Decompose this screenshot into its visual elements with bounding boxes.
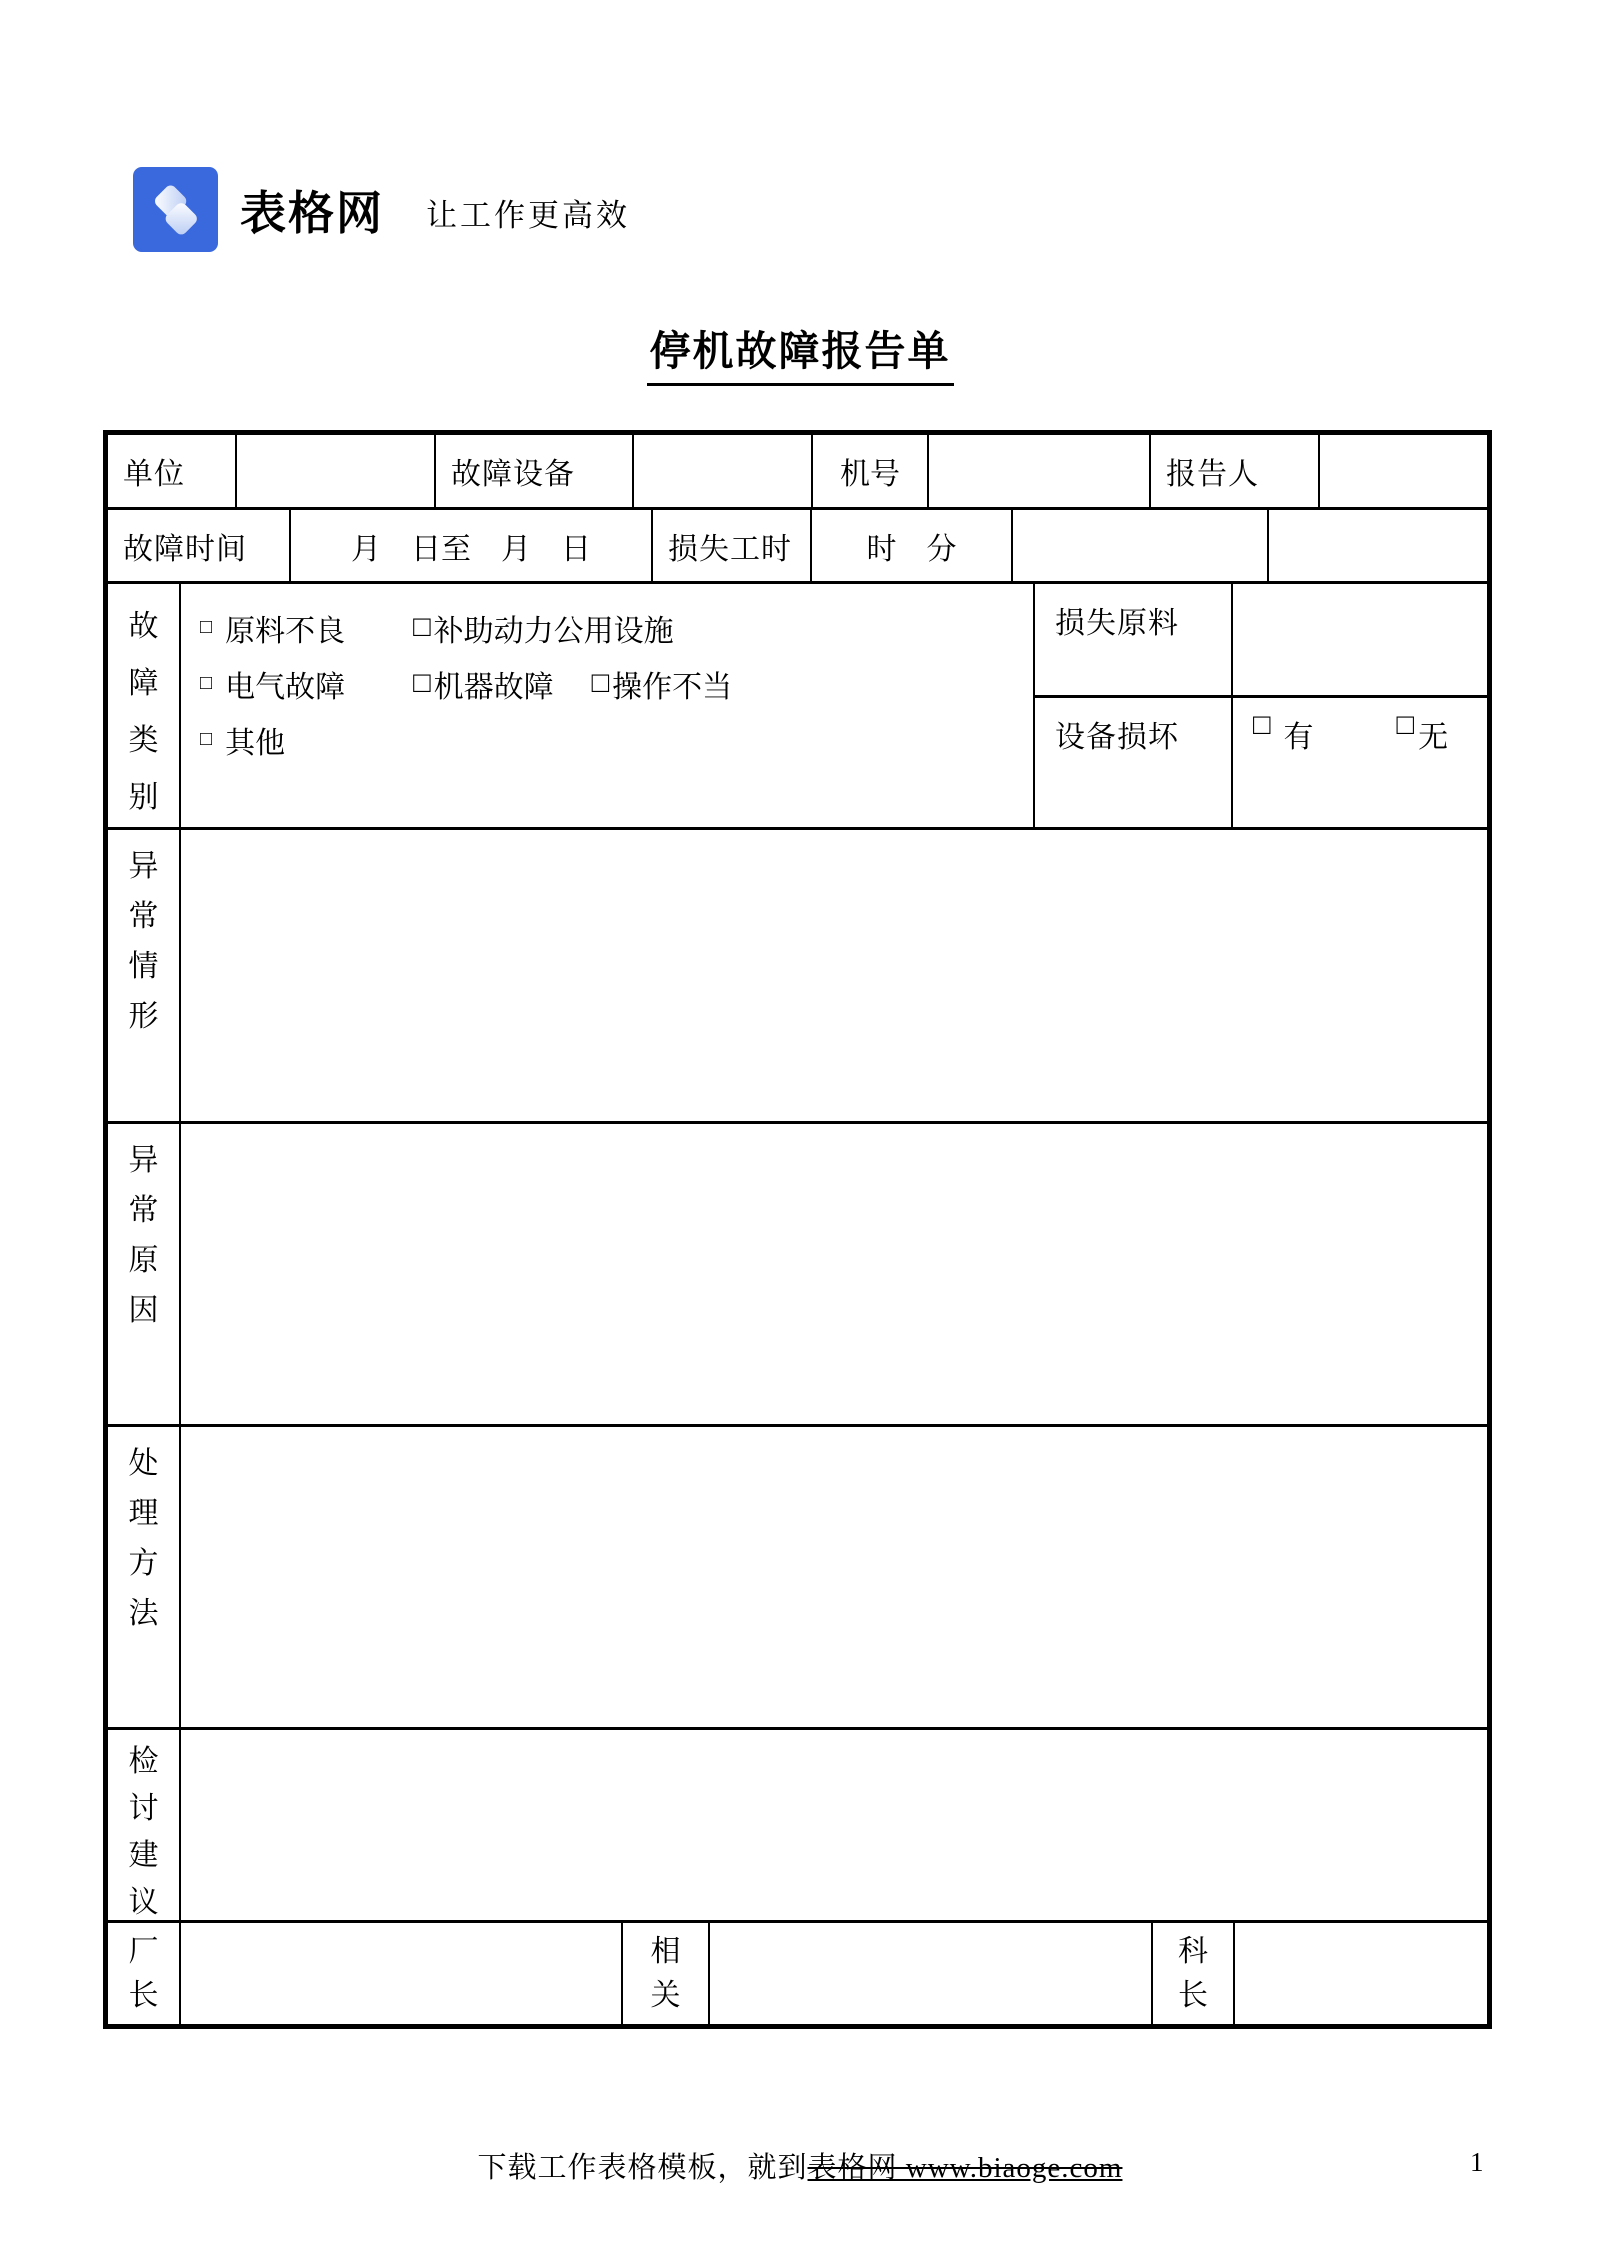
page-number: 1	[1470, 2147, 1484, 2177]
brand-tagline: 让工作更高效	[426, 198, 630, 233]
row-abnormal-cause	[108, 1121, 1487, 1424]
checkbox-icon[interactable]: □	[413, 610, 431, 643]
factory-manager-label: 厂长	[108, 1923, 181, 2024]
checkbox-icon[interactable]: □	[1253, 709, 1272, 741]
row-unit-device	[108, 435, 1487, 507]
loss-damage-block	[1035, 584, 1487, 827]
option-label: 原料不良	[225, 615, 346, 648]
page-title: 停机故障报告单	[647, 318, 954, 386]
row-fault-category	[108, 581, 1487, 827]
checkbox-icon[interactable]: □	[200, 616, 213, 638]
checkbox-icon[interactable]: □	[413, 666, 431, 699]
fault-report-form	[103, 430, 1492, 2029]
fault-time-label: 故障时间	[108, 510, 291, 581]
row-review-suggestion	[108, 1727, 1487, 1920]
loss-material-value-cell[interactable]	[1233, 584, 1487, 695]
equipment-damage-row	[1035, 698, 1487, 827]
fault-category-header: 故障类别	[108, 584, 181, 827]
option-label: 操作不当	[612, 671, 733, 704]
option-label: 电气故障	[225, 671, 346, 704]
abnormal-situation-header: 异常情形	[108, 830, 181, 1121]
options-line-1	[200, 600, 674, 656]
section-chief-sign-cell[interactable]	[1235, 1923, 1487, 2024]
damage-yes-label: 有	[1283, 721, 1315, 754]
checkbox-icon[interactable]: □	[591, 666, 610, 699]
reporter-value-cell[interactable]	[1320, 435, 1487, 507]
review-suggestion-header: 检讨建议	[108, 1730, 181, 1920]
option-label: 机器故障	[433, 671, 554, 704]
related-sign-cell[interactable]	[710, 1923, 1153, 2024]
row-time-hours	[108, 507, 1487, 581]
machine-no-value-cell[interactable]	[929, 435, 1151, 507]
footer	[0, 2145, 1600, 2186]
footer-text: 下载工作表格模板，就到	[477, 2152, 808, 2184]
biaoge-logo-icon	[133, 167, 218, 252]
checkbox-icon[interactable]: □	[200, 728, 213, 750]
abnormal-situation-value-cell[interactable]	[181, 830, 1487, 1121]
options-line-2	[200, 656, 732, 712]
option-label: 其他	[225, 727, 286, 760]
checkbox-icon[interactable]: □	[200, 672, 213, 694]
damage-no-label: 无	[1418, 721, 1450, 754]
row2-blank-cell-1[interactable]	[1013, 510, 1269, 581]
brand-header	[133, 167, 630, 252]
row-signatures	[108, 1920, 1487, 2024]
row-handling-method	[108, 1424, 1487, 1727]
row-abnormal-situation	[108, 827, 1487, 1121]
equipment-damage-label: 设备损坏	[1035, 698, 1233, 827]
related-label: 相关	[623, 1923, 710, 2024]
loss-material-label: 损失原料	[1035, 584, 1233, 695]
handling-method-header: 处理方法	[108, 1427, 181, 1727]
option-label: 补助动力公用设施	[433, 615, 674, 648]
footer-site-link[interactable]: 表格网 www.biaoge.com	[807, 2152, 1123, 2184]
section-chief-label: 科长	[1153, 1923, 1235, 2024]
row2-blank-cell-2[interactable]	[1269, 510, 1487, 581]
loss-material-row	[1035, 584, 1487, 698]
equipment-damage-choice	[1233, 698, 1487, 827]
unit-label: 单位	[108, 435, 237, 507]
fault-category-options	[181, 584, 1035, 827]
options-line-3	[200, 712, 285, 768]
fault-time-value-cell[interactable]: 月 日至 月 日	[291, 510, 653, 581]
lost-hours-value-cell[interactable]: 时 分	[812, 510, 1013, 581]
machine-no-label: 机号	[813, 435, 929, 507]
device-value-cell[interactable]	[634, 435, 813, 507]
lost-hours-label: 损失工时	[653, 510, 812, 581]
handling-method-value-cell[interactable]	[181, 1427, 1487, 1727]
factory-manager-sign-cell[interactable]	[181, 1923, 623, 2024]
review-suggestion-value-cell[interactable]	[181, 1730, 1487, 1920]
reporter-label: 报告人	[1151, 435, 1320, 507]
unit-value-cell[interactable]	[237, 435, 436, 507]
device-label: 故障设备	[436, 435, 634, 507]
brand-name: 表格网	[240, 186, 384, 239]
abnormal-cause-header: 异常原因	[108, 1124, 181, 1424]
abnormal-cause-value-cell[interactable]	[181, 1124, 1487, 1424]
checkbox-icon[interactable]: □	[1396, 709, 1416, 741]
